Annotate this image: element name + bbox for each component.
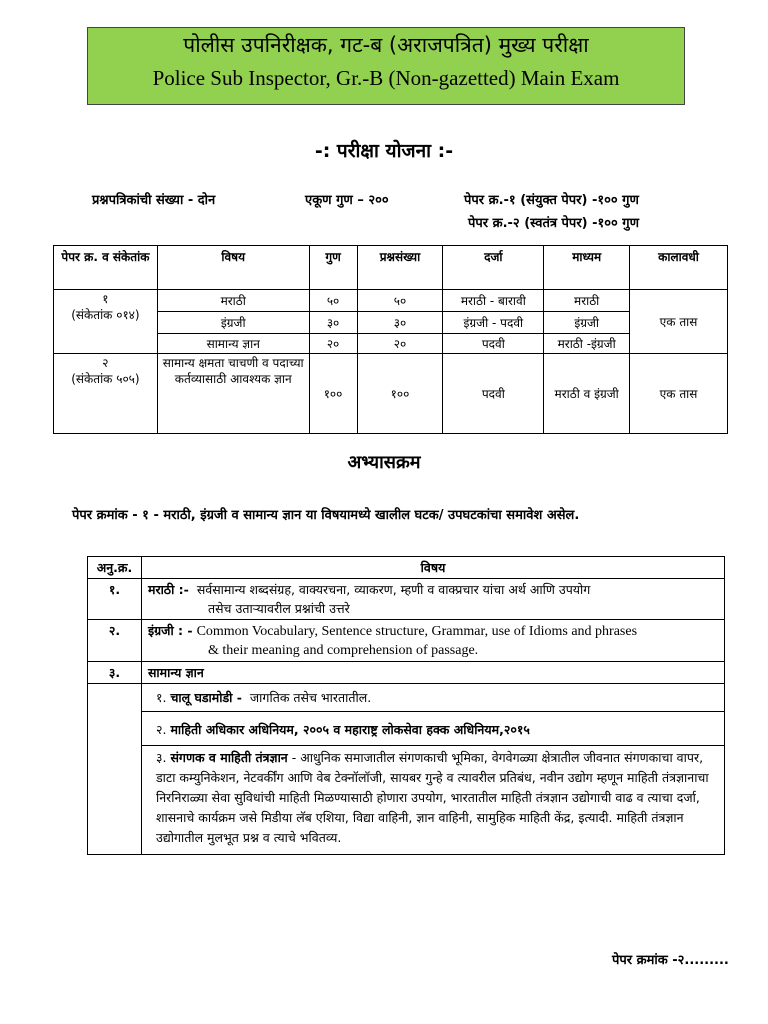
col-header: गुण <box>309 246 357 290</box>
table-header-row <box>88 557 725 579</box>
total-marks: एकूण गुण – २०० <box>305 193 389 208</box>
col-header: प्रश्नसंख्या <box>357 246 443 290</box>
marks-cell: ५० <box>309 290 357 312</box>
level-cell: पदवी <box>443 354 544 434</box>
table-row <box>88 579 725 620</box>
paper1-code-cell <box>54 290 158 354</box>
medium-cell: मराठी व इंग्रजी <box>544 354 630 434</box>
row-number: ३. <box>88 662 142 684</box>
paper2-number: २ <box>102 356 109 370</box>
sub3-text: - आधुनिक समाजातील संगणकाची भूमिका, वेगवेगळ्या क्षेत्रातील जीवनात संगणकाचा वापर, डाटा कम्युनिकेशन, नेटवर्कींग आणि वेब टेक्नॉलॉजी, सायबर गुन्हे व त्यावरील प्रतिबंध, नवीन उद्योग म्हणून माहिती तंत्रज्ञानाचा निरनिराळ्या सेवा सुविधांची माहिती मिळण्यासाठी होणारा उपयोग, भारतातील माहिती तंत्रज्ञान उद्योगाची वाढ व त्याचा दर्जा, शासनाचे कार्यक्रम जसे मिडीया लॅब एशिया, विद्या वाहिनी, ज्ञान वाहिनी, सामुहिक माहिती केंद्र, इत्यादी. माहिती तंत्रज्ञान उद्योगातील मुलभूत प्रश्न व त्याचे भवितव्य. <box>155 750 709 845</box>
duration-cell: एक तास <box>630 290 728 354</box>
table-row <box>54 354 728 434</box>
col-header: कालावधी <box>630 246 728 290</box>
col-header: विषय <box>141 557 724 579</box>
col-header: दर्जा <box>443 246 544 290</box>
gk-sub3-cell <box>141 746 724 855</box>
col-header: माध्यम <box>544 246 630 290</box>
marks-cell: ३० <box>309 312 357 334</box>
medium-cell: मराठी -इंग्रजी <box>544 334 630 354</box>
paper1-marks: पेपर क्र.-१ (संयुक्त पेपर) -१०० गुण <box>464 193 639 208</box>
questions-cell: २० <box>357 334 443 354</box>
sub3-number: ३. <box>155 750 167 765</box>
table-row <box>88 712 725 746</box>
sub2-label: माहिती अधिकार अधिनियम, २००५ व महाराष्ट्र लोकसेवा हक्क अधिनियम,२०१५ <box>170 722 530 737</box>
table-row <box>88 662 725 684</box>
medium-cell: मराठी <box>544 290 630 312</box>
col-header: पेपर क्र. व संकेतांक <box>54 246 158 290</box>
table-header-row <box>54 246 728 290</box>
papers-count: प्रश्नपत्रिकांची संख्या - दोन <box>92 193 216 208</box>
marathi-text: सर्वसामान्य शब्दसंग्रह, वाक्यरचना, व्याकरण, म्हणी व वाक्प्रचार यांचा अर्थ आणि उपयोग <box>196 582 591 597</box>
paper1-intro: पेपर क्रमांक - १ - मराठी, इंग्रजी व सामान्य ज्ञान या विषयामध्ये खालील घटक/ उपघटकांचा समावेश असेल. <box>72 508 580 523</box>
sub2-number: २. <box>155 722 167 737</box>
syllabus-table <box>87 556 725 855</box>
english-text: Common Vocabulary, Sentence structure, Grammar, use of Idioms and phrases <box>196 624 638 639</box>
col-header: अनु.क्र. <box>88 557 142 579</box>
title-english: Police Sub Inspector, Gr.-B (Non-gazetted) Main Exam <box>152 66 620 90</box>
syllabus-english-cell <box>141 620 724 662</box>
gk-sub1-cell <box>141 684 724 712</box>
marks-cell: २० <box>309 334 357 354</box>
col-header: विषय <box>157 246 309 290</box>
syllabus-marathi-cell <box>141 579 724 620</box>
questions-cell: ३० <box>357 312 443 334</box>
blank-cell <box>88 684 142 855</box>
footer-next-paper: पेपर क्रमांक -२......... <box>612 953 729 968</box>
title-marathi: पोलीस उपनिरीक्षक, गट-ब (अराजपत्रित) मुख्य परीक्षा <box>183 33 589 57</box>
table-row <box>88 620 725 662</box>
paper1-number: १ <box>102 292 109 306</box>
marathi-label: मराठी :- <box>147 582 189 597</box>
subject-cell: सामान्य ज्ञान <box>157 334 309 354</box>
syllabus-heading: अभ्यासक्रम <box>347 452 421 473</box>
subject-cell: मराठी <box>157 290 309 312</box>
subject-cell: सामान्य क्षमता चाचणी व पदाच्या कर्तव्यासाठी आवश्यक ज्ञान <box>157 354 309 434</box>
subject-cell: इंग्रजी <box>157 312 309 334</box>
english-text-cont: & their meaning and comprehension of passage. <box>207 643 479 658</box>
gk-sub2-cell <box>141 712 724 746</box>
table-row <box>54 290 728 312</box>
title-box <box>87 27 685 105</box>
duration-cell: एक तास <box>630 354 728 434</box>
paper2-code: (संकेतांक ५०५) <box>71 372 140 386</box>
sub3-label: संगणक व माहिती तंत्रज्ञान <box>170 750 288 765</box>
gk-label-cell <box>141 662 724 684</box>
marks-cell: १०० <box>309 354 357 434</box>
medium-cell: इंग्रजी <box>544 312 630 334</box>
questions-cell: १०० <box>357 354 443 434</box>
exam-scheme-table <box>53 245 728 434</box>
level-cell: इंग्रजी - पदवी <box>443 312 544 334</box>
table-row <box>88 684 725 712</box>
paper2-code-cell <box>54 354 158 434</box>
gk-label: सामान्य ज्ञान <box>147 665 204 680</box>
english-label: इंग्रजी : - <box>147 623 193 638</box>
table-row <box>88 746 725 855</box>
row-number: २. <box>88 620 142 662</box>
sub1-number: १. <box>155 690 167 705</box>
marathi-text-cont: तसेच उताऱ्यावरील प्रश्नांची उत्तरे <box>207 601 350 616</box>
paper1-code: (संकेतांक ०१४) <box>71 308 140 322</box>
questions-cell: ५० <box>357 290 443 312</box>
sub1-label: चालू घडामोडी - <box>170 690 242 705</box>
paper2-marks: पेपर क्र.-२ (स्वतंत्र पेपर) -१०० गुण <box>468 216 640 231</box>
level-cell: मराठी - बारावी <box>443 290 544 312</box>
row-number: १. <box>88 579 142 620</box>
level-cell: पदवी <box>443 334 544 354</box>
scheme-heading: -: परीक्षा योजना :- <box>314 140 454 162</box>
sub1-text: जागतिक तसेच भारतातील. <box>249 690 372 705</box>
